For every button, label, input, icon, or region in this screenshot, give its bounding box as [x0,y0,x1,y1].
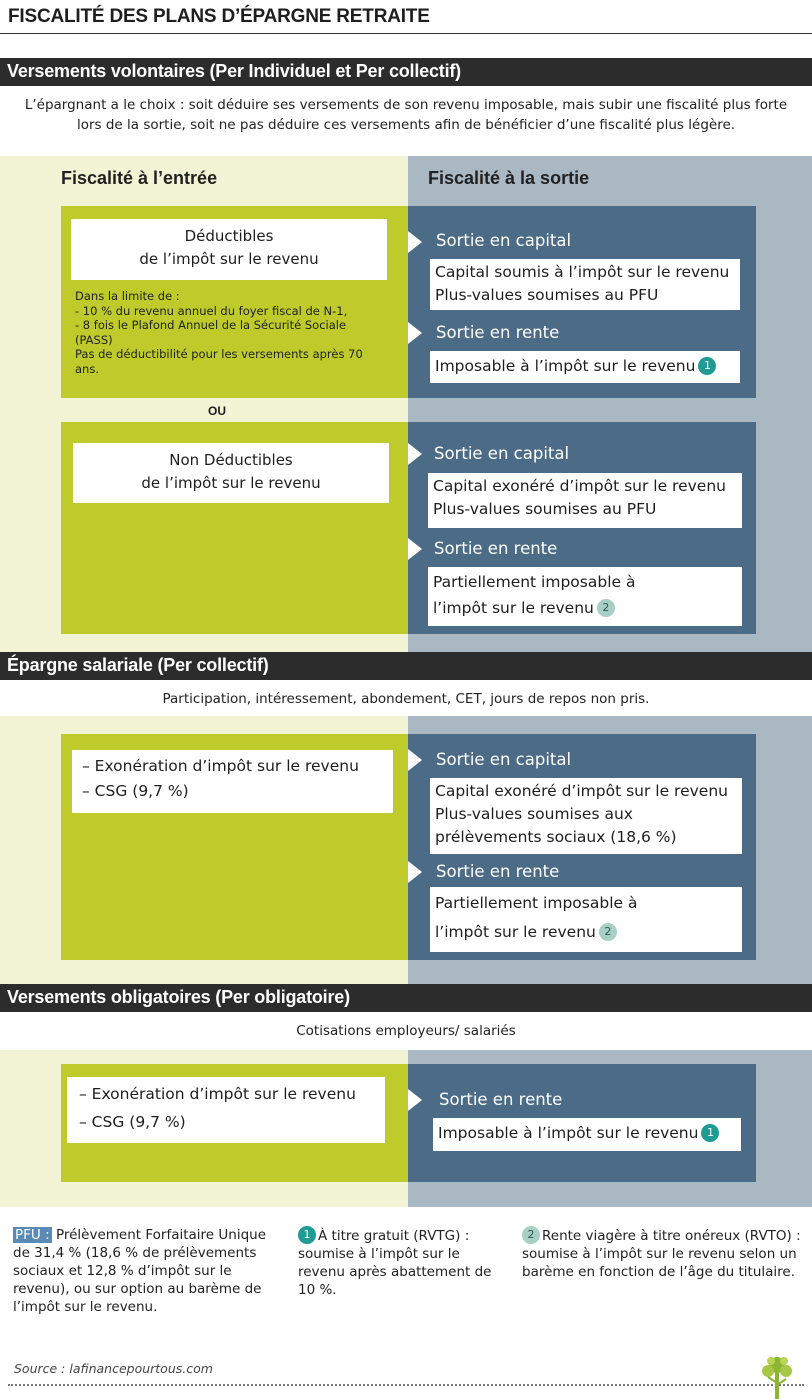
salariale-entry-box [72,750,393,813]
section-heading-volontaires: Versements volontaires (Per Individuel et Per collectif) [0,58,812,86]
footer-dotted-rule [8,1384,804,1386]
deductible-subtitle: de l’impôt sur le revenu [139,250,319,268]
text-line: Partiellement imposable à [433,573,636,591]
text-line: – Exonération d’impôt sur le revenu [79,1085,356,1103]
tree-logo-icon [760,1355,794,1399]
exit-capital-label: Sortie en capital [434,444,570,463]
non-deductible-box [73,443,389,503]
footnote-badge-2: 2 [522,1226,540,1244]
text-line: Partiellement imposable à [435,894,638,912]
text-line: Imposable à l’impôt sur le revenu [438,1124,699,1142]
text-line: Capital exonéré d’impôt sur le revenu [433,477,726,495]
pfu-definition: Prélèvement Forfaitaire Unique de 31,4 % (18,6 % de prélèvements sociaux et 12,8 % d’impôt sur le revenu), ou sur option au barème de l’impôt sur le revenu. [13,1227,267,1315]
exit-rente-box [428,567,742,626]
footnote-badge-1: 1 [298,1226,316,1244]
non-deductible-title: Non Déductibles [169,451,293,469]
note-line: - 10 % du revenu annuel du foyer fiscal de N-1, [75,303,348,318]
footnote-badge-1: 1 [701,1124,719,1142]
exit-capital-box [430,778,742,854]
footnote-pfu [13,1226,275,1316]
text-line: Capital exonéré d’impôt sur le revenu [435,782,728,800]
column-heading-entry: Fiscalité à l’entrée [61,168,218,188]
arrow-icon [408,443,422,465]
intro-line: L’épargnant a le choix : soit déduire ses versements de son revenu imposable, mais subir une fiscalité plus forte [24,97,788,113]
arrow-icon [408,749,422,771]
non-deductible-subtitle: de l’impôt sur le revenu [141,474,321,492]
section-intro-volontaires [0,95,812,135]
exit-rente-label: Sortie en rente [436,323,560,342]
text-line: – Exonération d’impôt sur le revenu [82,757,359,775]
footnote-badge-2: 2 [597,599,615,617]
exit-capital-box [428,473,742,528]
arrow-icon [408,1089,422,1111]
text-line: l’impôt sur le revenu [435,923,596,941]
text-line: l’impôt sur le revenu [433,599,594,617]
section-intro-epargne-salariale: Participation, intéressement, abondement, CET, jours de repos non pris. [162,691,650,707]
section-heading-epargne-salariale: Épargne salariale (Per collectif) [0,652,812,680]
arrow-icon [408,538,422,560]
section-intro-obligatoires: Cotisations employeurs/ salariés [296,1023,516,1039]
note-line: ans. [75,361,99,376]
exit-capital-label: Sortie en capital [436,231,572,250]
title-divider [0,33,812,34]
deductible-limits-note [75,289,385,376]
exit-rente-box [430,887,742,952]
obligatoire-entry-box [67,1077,385,1143]
arrow-icon [408,322,422,344]
pfu-tag: PFU : [15,1227,50,1243]
exit-rente-box [430,351,740,383]
exit-capital-label: Sortie en capital [436,750,572,769]
footnote-2-text: Rente viagère à titre onéreux (RVTO) : soumise à l’impôt sur le revenu selon un barème en fonction de l’âge du titulaire. [522,1228,801,1280]
text-line: Capital soumis à l’impôt sur le revenu [435,263,730,281]
note-line: Dans la limite de : [75,289,180,303]
arrow-icon [408,231,422,253]
section-heading-obligatoires: Versements obligatoires (Per obligatoire) [0,984,812,1012]
text-line: Imposable à l’impôt sur le revenu [435,357,696,375]
exit-rente-label: Sortie en rente [434,539,558,558]
footnote-2 [522,1226,808,1281]
note-line: (PASS) [75,332,113,347]
text-line: Plus-values soumises au PFU [433,500,657,518]
note-line: - 8 fois le Plafond Annuel de la Sécurité Sociale [75,318,347,332]
deductible-box [71,219,387,280]
text-line: – CSG (9,7 %) [82,782,189,800]
arrow-icon [408,861,422,883]
page-title: FISCALITÉ DES PLANS D’ÉPARGNE RETRAITE [8,6,430,27]
or-separator: OU [208,404,226,418]
column-heading-exit: Fiscalité à la sortie [428,168,590,188]
footnote-badge-2: 2 [599,923,617,941]
text-line: Plus-values soumises aux [435,805,633,823]
note-line: Pas de déductibilité pour les versements après 70 [75,347,363,361]
intro-line: lors de la sortie, soit ne pas déduire ces versements afin de bénéficier d’une fiscalité plus légère. [76,117,736,133]
deductible-title: Déductibles [184,227,274,245]
footnote-1 [298,1226,510,1299]
text-line: Plus-values soumises au PFU [435,286,659,304]
footnote-1-text: À titre gratuit (RVTG) : soumise à l’impôt sur le revenu après abattement de 10 %. [298,1228,492,1298]
text-line: – CSG (9,7 %) [79,1113,186,1131]
source-credit: Source : lafinancepourtous.com [14,1361,213,1376]
footnote-badge-1: 1 [698,357,716,375]
exit-rente-box [433,1118,741,1151]
text-line: prélèvements sociaux (18,6 %) [435,828,677,846]
exit-rente-label: Sortie en rente [439,1090,563,1109]
exit-rente-label: Sortie en rente [436,862,560,881]
exit-capital-box [430,259,740,310]
